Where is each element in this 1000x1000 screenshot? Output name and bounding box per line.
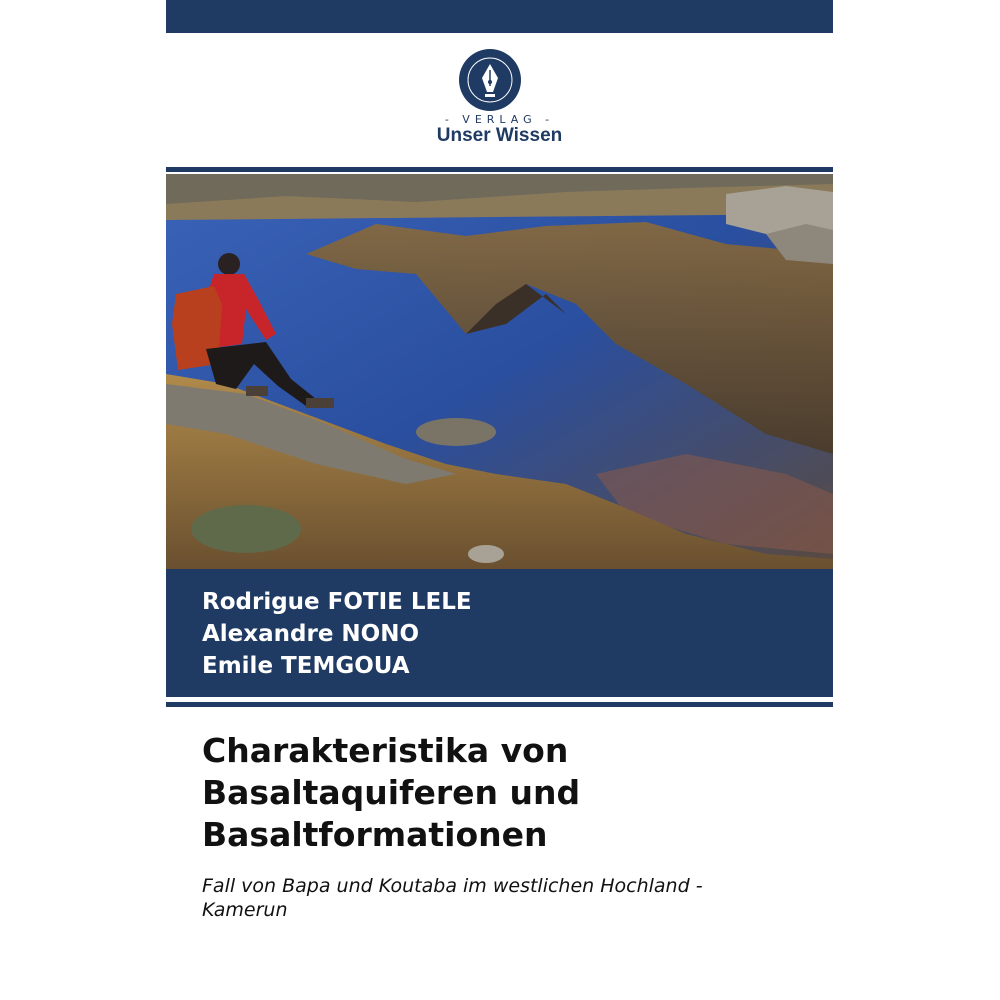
- divider-bottom: [166, 702, 833, 707]
- book-cover: [166, 0, 833, 1000]
- publisher-seal-icon: [458, 48, 522, 112]
- top-bar: [166, 0, 833, 33]
- divider-top: [166, 167, 833, 172]
- title-line: Charakteristika von: [202, 731, 569, 770]
- book-title: [202, 730, 802, 856]
- subtitle-line: Kamerun: [202, 899, 288, 921]
- author-band: [166, 569, 833, 697]
- subtitle-line: Fall von Bapa und Koutaba im westlichen Hochland -: [202, 875, 703, 897]
- author-name: Emile TEMGOUA: [202, 653, 410, 679]
- cover-photo-mountain-lake: [166, 174, 833, 569]
- publisher-label: - VERLAG -: [444, 113, 555, 126]
- author-name: Rodrigue FOTIE LELE: [202, 589, 472, 615]
- title-line: Basaltformationen: [202, 815, 548, 854]
- book-subtitle: [202, 874, 802, 922]
- publisher-name: Unser Wissen: [436, 125, 563, 146]
- author-name: Alexandre NONO: [202, 621, 420, 647]
- title-line: Basaltaquiferen und: [202, 773, 581, 812]
